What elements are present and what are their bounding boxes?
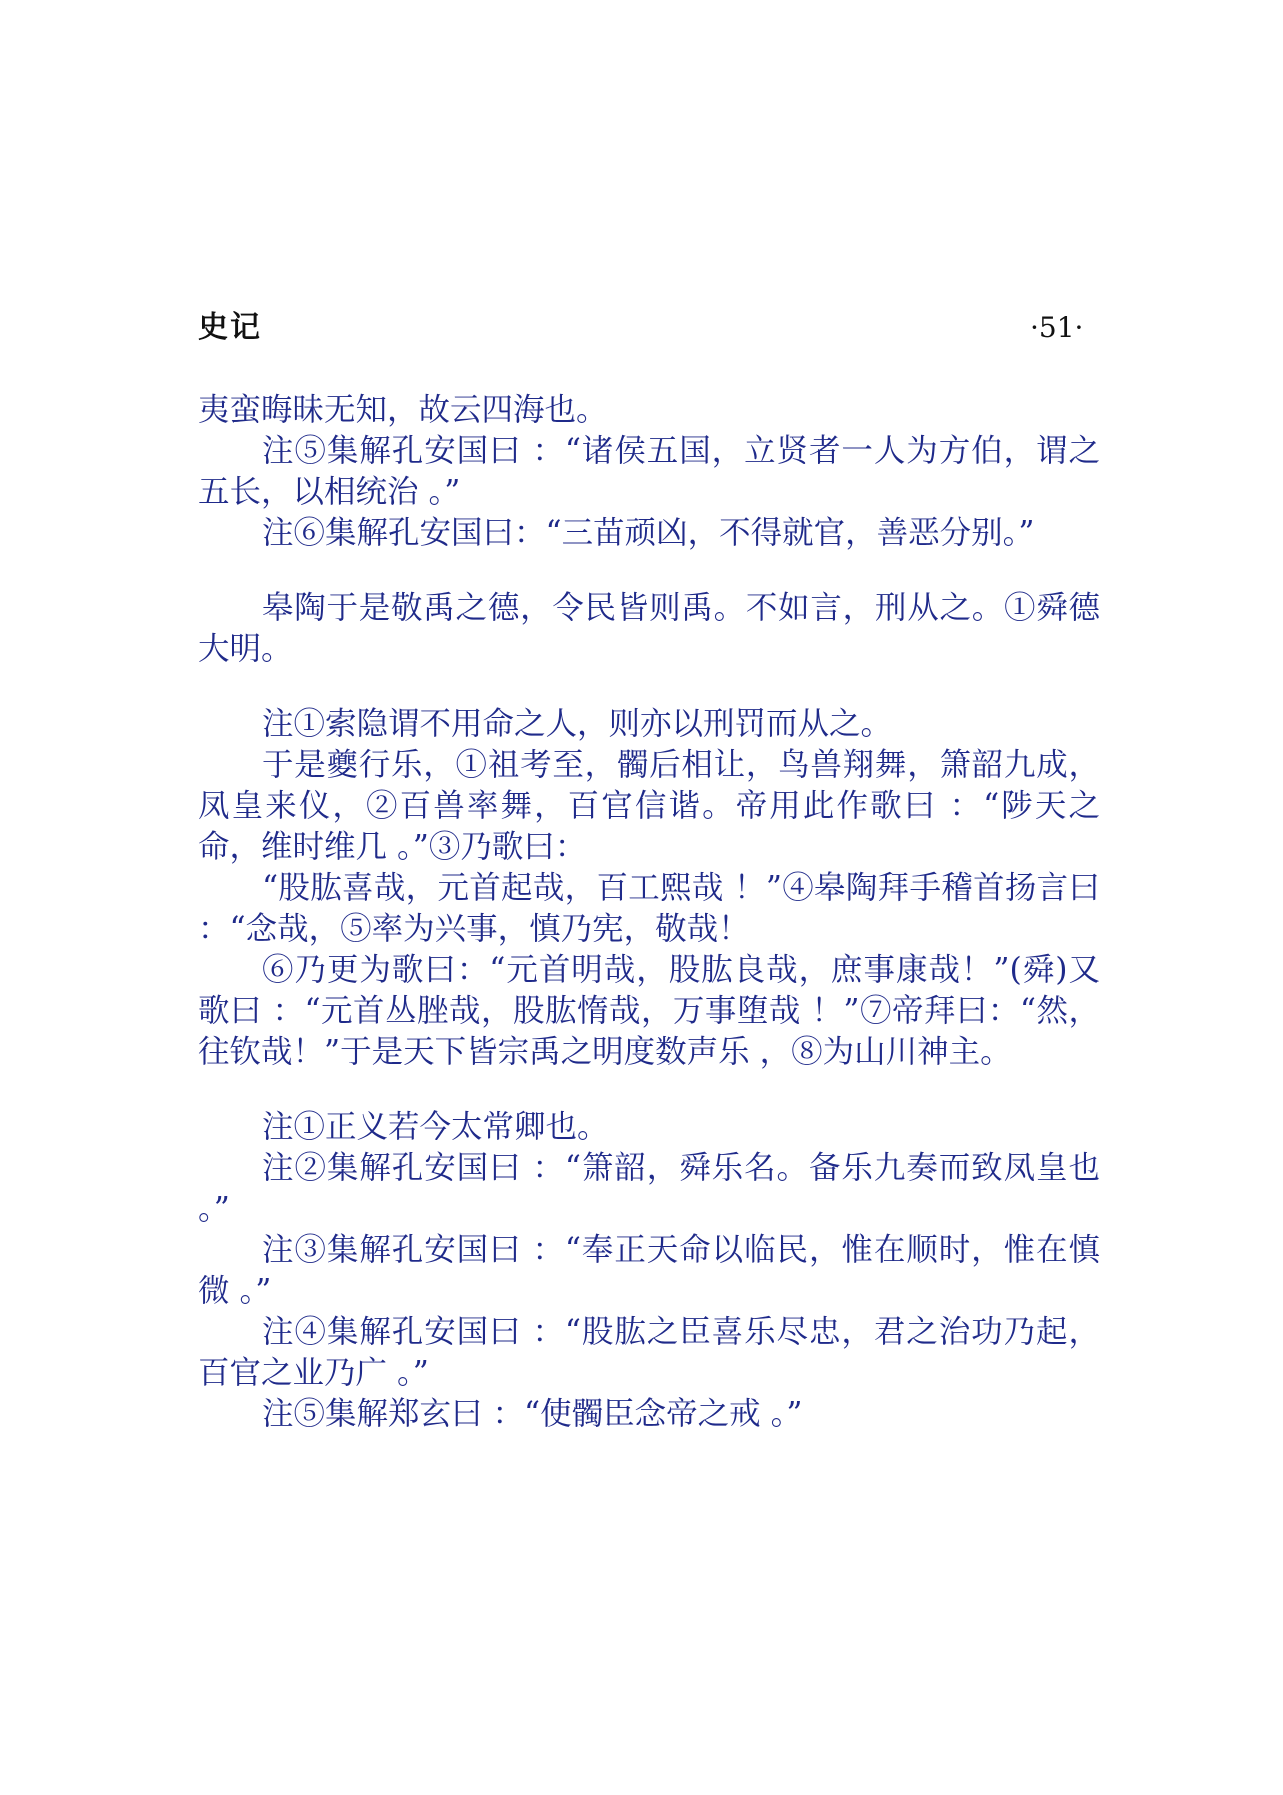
running-title: 史记 <box>198 310 262 345</box>
paragraph-gap <box>198 554 1100 588</box>
annotation: 注③集解孔安国曰 ：“奉正天命以临民，惟在顺时，惟在慎微 。” <box>198 1232 1100 1309</box>
annotation: 注①正义若今太常卿也。 <box>262 1109 609 1145</box>
annotation: 注⑤集解郑玄曰 ：“使髑臣念帝之戒 。” <box>262 1396 803 1432</box>
page-number: ·51· <box>1030 311 1084 344</box>
annotation: 注④集解孔安国曰 ：“股肱之臣喜乐尽忠，君之治功乃起，百官之业乃广 。” <box>198 1314 1100 1391</box>
annotation: 注②集解孔安国曰 ：“箫韶，舜乐名。备乐九奏而致凤皇也 。” <box>198 1150 1100 1227</box>
paragraph-gap <box>198 1073 1100 1107</box>
annotation: 注①索隐谓不用命之人，则亦以刑罚而从之。 <box>262 706 893 742</box>
paragraph: 夷蛮晦昧无知，故云四海也。 <box>198 392 608 428</box>
paragraph-gap <box>198 670 1100 704</box>
annotation: 注⑥集解孔安国曰：“三苗顽凶，不得就官，善恶分别。” <box>262 515 1035 551</box>
body-text <box>198 390 1100 1435</box>
paragraph: 于是夔行乐，①祖考至，髑后相让，鸟兽翔舞，箫韶九成，凤皇来仪，②百兽率舞，百官信谐。帝用此作歌曰 ：“陟天之命，维时维几 。”③乃歌曰： <box>198 747 1100 865</box>
paragraph: 皋陶于是敬禹之德，令民皆则禹。不如言，刑从之。①舜德大明。 <box>198 590 1100 667</box>
paragraph: “股肱喜哉，元首起哉，百工熙哉 ！”④皋陶拜手稽首扬言曰 ：“念哉，⑤率为兴事，慎乃宪，敬哉！ <box>198 870 1100 947</box>
paragraph: ⑥乃更为歌曰：“元首明哉，股肱良哉，庶事康哉！”(舜)又歌曰 ：“元首丛脞哉，股肱惰哉，万事堕哉 ！”⑦帝拜曰：“然，往钦哉！”于是天下皆宗禹之明度数声乐 ，⑧为山川神主。 <box>198 952 1100 1070</box>
annotation: 注⑤集解孔安国曰 ：“诸侯五国，立贤者一人为方伯，谓之五长，以相统治 。” <box>198 433 1100 510</box>
